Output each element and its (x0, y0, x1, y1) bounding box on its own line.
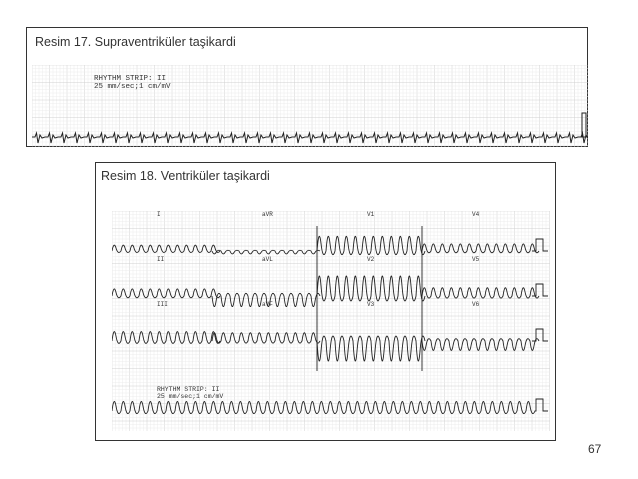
ecg-rhythm-strip (32, 65, 588, 147)
lead-label-v3: V3 (367, 301, 375, 308)
figure-supraventricular-tachycardia (26, 27, 588, 147)
lead-label-iii: III (157, 301, 168, 308)
page-number: 67 (588, 442, 602, 456)
strip-label-line2: 25 mm/sec;1 cm/mV (94, 83, 171, 91)
strip-label-line1: RHYTHM STRIP: II (94, 75, 167, 83)
lead-label-i: I (157, 211, 161, 218)
lead-label-v4: V4 (472, 211, 480, 218)
lead-label-v5: V5 (472, 256, 480, 263)
figure-ventricular-tachycardia (95, 162, 556, 441)
figure-caption: Resim 17. Supraventriküler taşikardi (35, 35, 236, 49)
lead-label-avr: aVR (262, 211, 273, 218)
ecg-12-lead-tracing (112, 211, 550, 431)
strip-label-line1: RHYTHM STRIP: II (157, 386, 220, 393)
strip-label-line2: 25 mm/sec;1 cm/mV (157, 393, 224, 400)
lead-label-v1: V1 (367, 211, 375, 218)
lead-label-v6: V6 (472, 301, 480, 308)
lead-label-ii: II (157, 256, 165, 263)
lead-label-v2: V2 (367, 256, 375, 263)
lead-label-avf: aVF (262, 301, 273, 308)
figure-caption: Resim 18. Ventriküler taşikardi (101, 169, 270, 183)
lead-label-avl: aVL (262, 256, 273, 263)
